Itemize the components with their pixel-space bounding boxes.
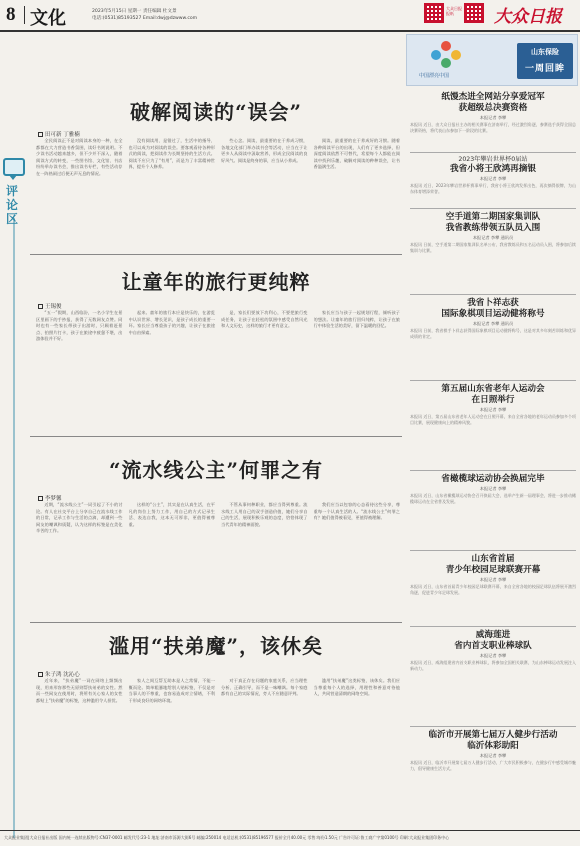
comment-bubble-icon: [3, 158, 25, 176]
page-number: 8: [6, 4, 16, 25]
news-separator: [410, 550, 576, 551]
news-body: 本报讯 近日，山东省橄榄球运动协会召开换届大会，选举产生新一届理事会，将进一步推动橄榄球运动在全省普及发展。: [410, 493, 576, 505]
paragraph: 起来。童年的旅行本应是快乐的，在游览中认识世界、增长见识，是孩子成长的重要一环。家长应当尊重孩子的兴趣，让孩子在旅途中自由探索。: [128, 310, 215, 335]
news-item[interactable]: [410, 474, 576, 546]
article-column: [36, 678, 123, 818]
article-column: [314, 138, 401, 234]
news-body: 本报讯 近日，山东省首届青少年校园足球联赛开幕，来自全省各地的校园足球队伍将展开激烈角逐，促进青少年足球发展。: [410, 584, 576, 596]
article[interactable]: [30, 454, 402, 624]
article-column: [36, 310, 123, 420]
paragraph: 全民阅读正不是对阅读本身的一种，在全都都在大力营造书香氛围，读好书则说明。不少读书活动越来越多，但不少并不深入，随着阅读方式的转变，一些图书馆、文化馆、书店纷纷举办读书会，推出读书专栏，有些活动存在一阵热闹过后便无声无息的情况。: [36, 138, 123, 176]
article-title[interactable]: 让童年的旅行更纯粹: [121, 270, 311, 294]
news-item[interactable]: [410, 156, 576, 206]
qr-label: 大众日报 报纸: [446, 6, 462, 16]
news-subtitle: 我省教练带领五队员入围: [445, 223, 541, 233]
header-meta-contact: 电话:(0531)85193527 Email:dwj@dzwww.com: [92, 16, 198, 21]
header-meta-date: 2023年5月15日 星期一 责任编辑 杜文景: [92, 9, 177, 14]
news-item[interactable]: [410, 630, 576, 724]
article-body: [36, 138, 400, 234]
news-body: 本报讯 日前，空手道第二期国家集训队名单公布，我省教练员和五名运动员入围，将参加后续集训与比赛。: [410, 242, 576, 254]
news-separator: [410, 626, 576, 627]
news-subtitle: 获超级总决赛资格: [458, 103, 528, 113]
paragraph: 阅读，最重要的在于养成好的习惯。随着各种阅读平台的出现，人们有了更多选择，但深度阅读依然不可替代，希望每个人都能在阅读中找到乐趣，破解对阅读的种种误会，让书香溢满生活。: [313, 138, 400, 170]
paragraph: 没有阅读用、是错过了，生活中的指导、也可以成为对阅读的误会。要客观看待各种形式的阅读，把阅读作为长期坚持的生活方式。阅读不应只为了“有用”，而是为了丰富精神世界，提升个人修养。: [128, 138, 215, 170]
article-byline: [38, 302, 62, 310]
article-column: [36, 502, 123, 612]
header-rule: [0, 30, 580, 32]
paragraph: 些心念。阅读，最重要的在于养成习惯，各地文化部门举办读书会等活动，应当在于让更多人从阅读中汲取营养，形成全民阅读的良好风气。阅读是终身的事，应当从小养成。: [221, 138, 308, 163]
news-title[interactable]: 我省卜祥志获: [467, 298, 519, 308]
article-column: [221, 138, 308, 234]
article-column: [221, 678, 308, 818]
byline-marker: [38, 132, 43, 137]
right-column: [406, 34, 578, 828]
article-byline: [38, 130, 80, 138]
paragraph: 家人之间互帮互助本是人之常情，不能一概而论。简单粗暴地给别人贴标签，不仅是对当事人的不尊重，也容易造成对立情绪，不利于形成良好的网络环境。: [128, 678, 215, 703]
article-body: [36, 678, 400, 818]
news-byline: 本报记者 李攀: [479, 176, 507, 181]
news-byline: 本报记者 李攀 通讯员: [472, 321, 514, 326]
article-byline: [38, 494, 62, 502]
paragraph: 我们应当以包容的心态看待这些分享，尊重每一个认真生活的人。“流水线公主”何罪之有？她们值得被看见，更值得被理解。: [313, 502, 400, 521]
logo-petal: [451, 50, 461, 60]
article-column: [129, 678, 216, 818]
footer: [0, 830, 580, 846]
article-separator: [30, 254, 402, 255]
byline-marker: [38, 304, 43, 309]
logo-petal: [441, 41, 451, 51]
article-byline: [38, 670, 80, 678]
paragraph: 滥用“扶弟魔”这类标签，该休矣。我们应当尊重每个人的选择，用理性和善意对待他人，共同营造清朗的网络空间。: [313, 678, 400, 697]
article-column: [314, 678, 401, 818]
news-byline: 本报记者 李攀 通讯员: [472, 235, 514, 240]
banner-title: [517, 43, 573, 79]
qr-code-icon[interactable]: [464, 3, 484, 23]
news-title[interactable]: 2023年攀岩世界杯0届站: [458, 156, 528, 163]
masthead: [0, 0, 580, 38]
strip-line: [13, 218, 15, 838]
paragraph: 家长应当与孩子一起规划行程，倾听孩子的想法。让童年的旅行回归纯粹，让孩子在旅行中体验生活的美好，留下温暖的回忆。: [313, 310, 400, 329]
news-separator: [410, 726, 576, 727]
news-body: 本报讯 近日，由大众日报社主办的相关赛事在济南举行，经过激烈角逐，参赛选手获得全国总决赛资格，将代表山东参加下一阶段的比赛。: [410, 122, 576, 134]
news-title[interactable]: 威海莲进: [475, 630, 511, 640]
news-item[interactable]: [410, 92, 576, 150]
paragraph: “五一”假期，山西临汾，一名小学生在景区里画下的手抄报，获得了无数网友点赞。同时也有一些家长带孩子出游时，只顾着赶景点、拍照片打卡，孩子在旅途中疲惫不堪，出游体验并不好。: [36, 310, 123, 342]
header-meta: [92, 8, 197, 22]
banner-title-top: 山东保险: [531, 48, 559, 56]
qr-code-icon[interactable]: [424, 3, 444, 23]
article-column: [129, 310, 216, 420]
article-body: [36, 502, 400, 612]
paragraph: 近年来，“扶弟魔”一词在网络上频频出现，用来形容那些无原则帮扶弟弟的女性。然而一些网友在使用时，将所有关心家人的女性都贴上“扶弟魔”的标签，这种滥用令人担忧。: [36, 678, 123, 703]
byline-marker: [38, 672, 43, 677]
news-byline: 本报记者 李攀: [479, 653, 507, 658]
news-body: 本报讯 近日，第五届山东省老年人运动会在日照开幕，来自全省各地的老年运动员参加多个项目比赛，展现健康向上的精神风貌。: [410, 414, 576, 426]
main-column: [30, 34, 402, 828]
news-title[interactable]: 纸馒杰进全网站分享爱冠军: [441, 92, 545, 102]
news-title[interactable]: 第五届山东省老年人运动会: [441, 384, 545, 394]
news-subtitle: 国际象棋项目运动健将称号: [441, 309, 545, 319]
footer-imprint: 大众报业集团|大众日报社出版 国内统一连续出版物号:CN37-0001 邮发代号:23-1 地址:济南市泺源大街6号 邮编:250014 电话总机:(0531)85196577 报价全月40.00元 零售:每份1.50元 广告许可证:鲁工商广字第0100号 印刷:大众报业集团印务中心: [4, 835, 450, 840]
column-label: 评论区: [6, 184, 19, 226]
article-title[interactable]: “流水线公主”何罪之有: [108, 458, 323, 482]
news-byline: 本报记者 李攀: [479, 753, 507, 758]
news-separator: [410, 208, 576, 209]
news-subtitle: 临沂体彩助阳: [467, 741, 519, 751]
left-strip: [0, 32, 28, 828]
section-name: 文化: [30, 8, 66, 29]
paragraph: 不管从事何种职业，都应当得到尊重。流水线工人用自己的双手创造价值，她们分享自己的生活，展现积极乐观的态度，恰恰体现了当代青年的精神面貌。: [221, 502, 308, 527]
news-title[interactable]: 山东省首届: [471, 554, 515, 564]
article-column: [129, 138, 216, 234]
news-separator: [410, 152, 576, 153]
paragraph: 近期，“流水线公主”一词引起了不小的讨论。有人在社交平台上分享自己在流水线工作的日常，记录工作与生活的点滴，却遭到一些网友的嘲讽和质疑，认为这样的标签是在美化辛苦的工作。: [36, 502, 123, 534]
news-body: 本报讯 日前，我省棋手卜祥志获得国际象棋项目运动健将称号，这是对其多年刻苦训练和优异成绩的肯定。: [410, 328, 576, 340]
article-column: [129, 502, 216, 612]
news-item[interactable]: [410, 730, 576, 826]
news-body: 本报讯 近日，临沂市开展第七届万人健步行活动，广大市民积极参与，在健步行中感受城市魅力，倡导健康生活方式。: [410, 760, 576, 772]
article-title[interactable]: 破解阅读的“误会”: [129, 100, 302, 124]
banner-title-bottom: 一周回眸: [524, 64, 565, 74]
news-item[interactable]: [410, 554, 576, 624]
news-title[interactable]: 省橄榄球运动协会换届完毕: [441, 474, 545, 484]
byline-text: 王锡俊: [45, 304, 62, 310]
news-byline: 本报记者 李攀: [479, 115, 507, 120]
logo-petal: [431, 50, 441, 60]
news-subtitle: 青少年校园足球联赛开幕: [445, 565, 541, 575]
news-body: 本报讯 近日，威海组建省内首支职业棒球队，将参加全国相关联赛，为山东棒球运动发展注入新动力。: [410, 660, 576, 672]
news-body: 本报讯 近日，2023年攀岩世界杯赛事举行，我省小将王欣鸿发挥出色，再次摘得银牌，为山东体育增添荣誉。: [410, 183, 576, 195]
article[interactable]: [30, 266, 402, 436]
paragraph: 是，家长们要放下功利心，不要把旅行变成任务，让孩子在轻松的氛围中感受自然风光和人文历史，这样的旅行才更有意义。: [221, 310, 308, 329]
article[interactable]: [30, 96, 402, 226]
byline-text: 朱子鸿 沈沁心: [45, 672, 80, 678]
news-subtitle: 我省小将王欣鸿再摘银: [450, 164, 536, 174]
news-item[interactable]: [410, 298, 576, 378]
paper-logo: 大众日报: [494, 7, 562, 27]
news-separator: [410, 294, 576, 295]
banner: [406, 34, 578, 86]
article-separator: [30, 622, 402, 623]
article-column: [36, 138, 123, 234]
news-byline: 本报记者 李攀: [479, 577, 507, 582]
paragraph: 这样的“公主”，其实是在认真生活，在平凡的岗位上努力工作，用自己的方式记录生活、表达自我，这本无可厚非，更值得被尊重。: [128, 502, 215, 527]
byline-text: 田可新 丁雅楠: [45, 132, 80, 138]
article-title[interactable]: 滥用“扶弟魔”，该休矣: [108, 634, 323, 658]
news-title[interactable]: 空手道第二期国家集训队: [445, 212, 541, 222]
article-body: [36, 310, 400, 420]
news-byline: 本报记者 李攀: [479, 486, 507, 491]
news-subtitle: 省内首支职业棒球队: [454, 641, 532, 651]
insurance-logo-icon: [431, 41, 461, 69]
byline-text: 李梦馨: [45, 496, 62, 502]
banner-logo-text: 中国漂亮中国: [419, 73, 450, 79]
news-byline: 本报记者 李攀: [479, 407, 507, 412]
article-column: [221, 310, 308, 420]
news-separator: [410, 470, 576, 471]
article-separator: [30, 436, 402, 437]
news-separator: [410, 380, 576, 381]
news-item[interactable]: [410, 384, 576, 468]
article-column: [314, 502, 401, 612]
news-subtitle: 在日照举行: [471, 395, 515, 405]
article-column: [314, 310, 401, 420]
news-item[interactable]: [410, 212, 576, 292]
news-title[interactable]: 临沂市开展第七届万人健步行活动: [428, 730, 558, 740]
article-column: [221, 502, 308, 612]
divider: [24, 6, 25, 24]
logo-petal: [441, 58, 451, 68]
byline-marker: [38, 496, 43, 501]
paragraph: 对于真正存在问题的家庭关系，应当理性分析、正确引导，而不是一味嘲讽。每个家庭都有自己的实际情况，旁人不应随意评判。: [221, 678, 308, 697]
article[interactable]: [30, 630, 402, 820]
